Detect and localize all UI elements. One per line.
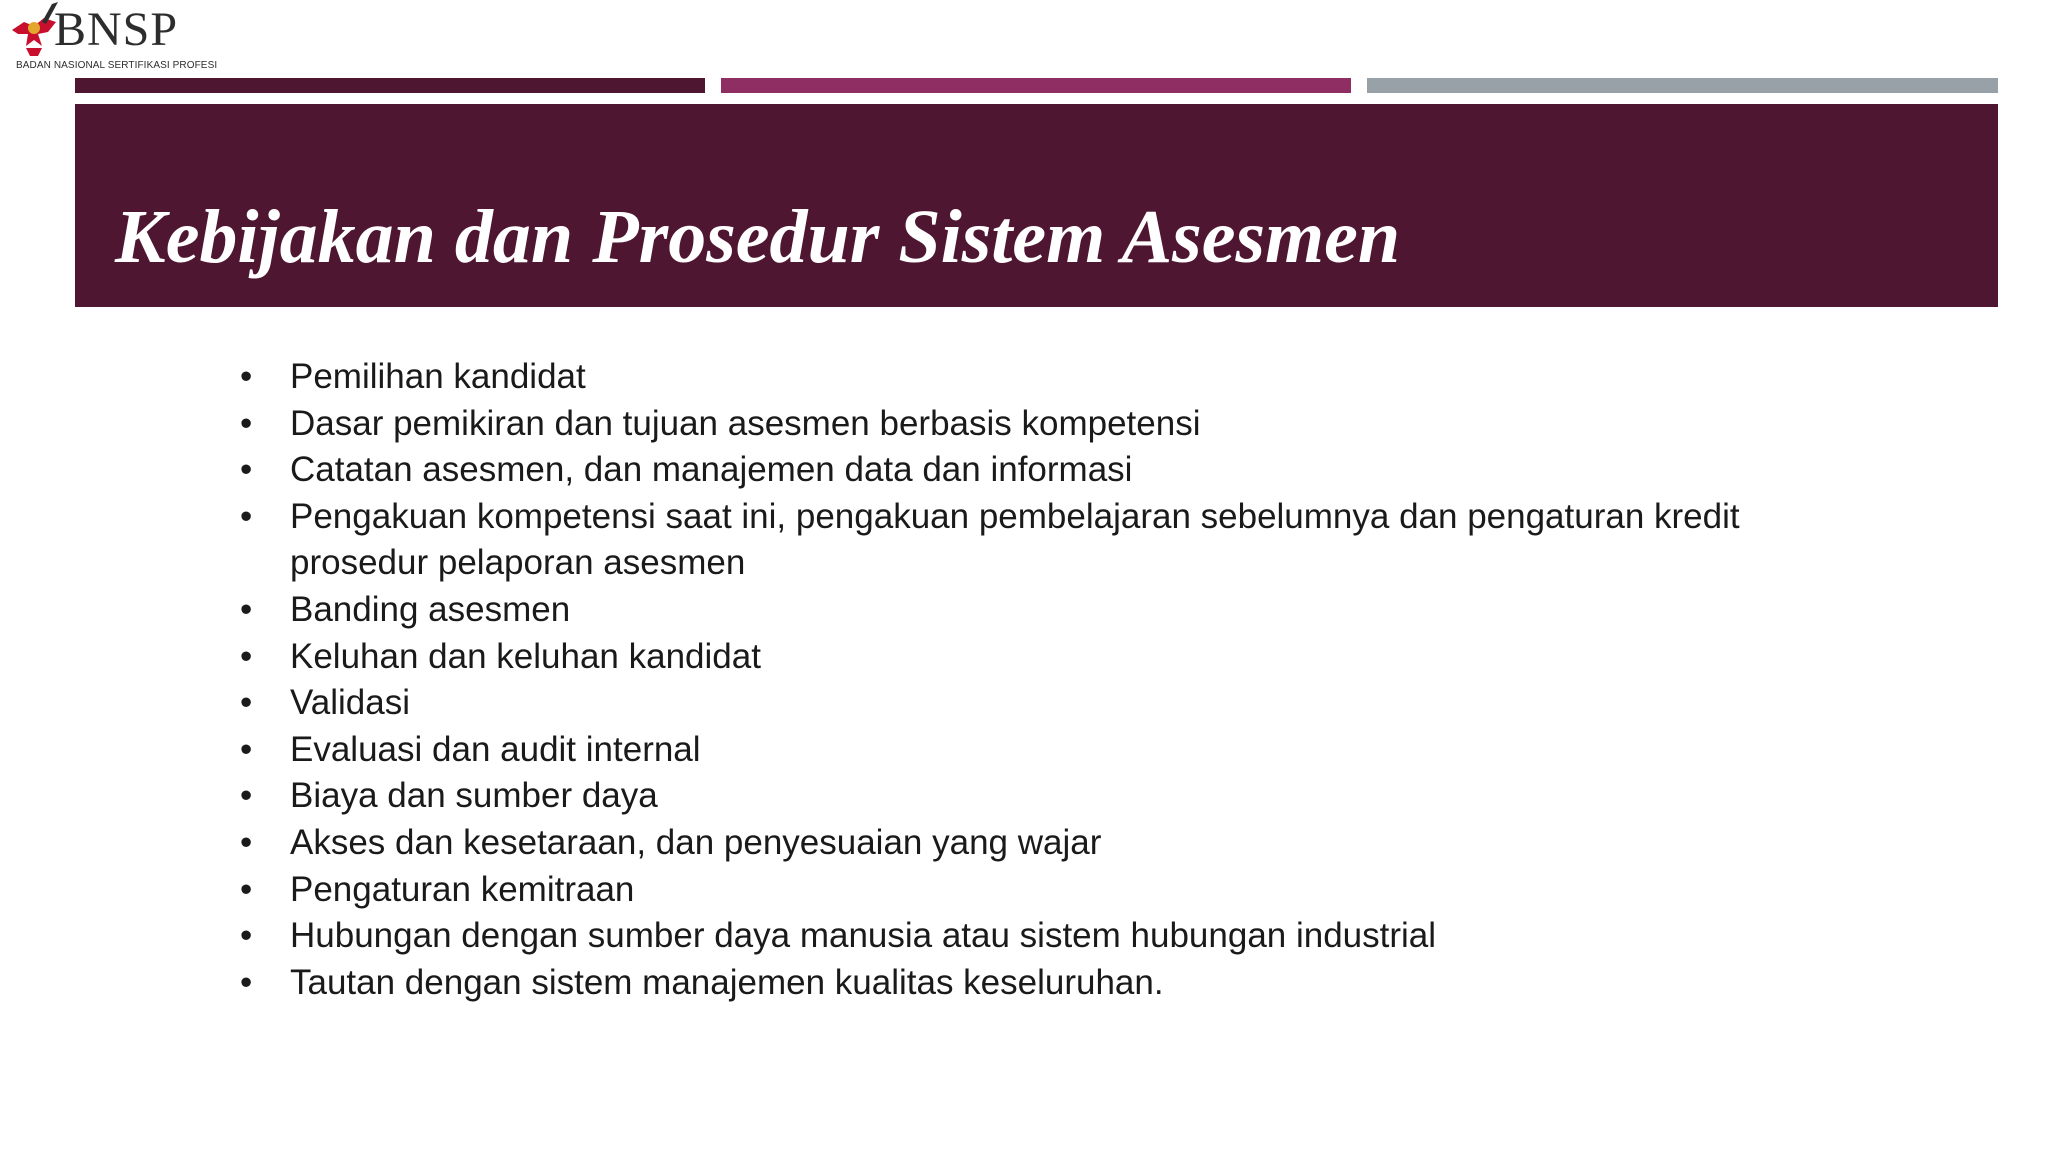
bullet-dot-icon: • <box>240 450 253 490</box>
bullet-dot-icon: • <box>240 916 253 956</box>
garuda-emblem-icon <box>8 0 60 58</box>
bullet-dot-icon: • <box>240 589 253 629</box>
bullet-dot-icon: • <box>240 636 253 676</box>
bullet-dot-icon: • <box>240 822 253 862</box>
bullet-dot-icon: • <box>240 962 253 1002</box>
bullet-dot-icon: • <box>240 357 253 396</box>
bullet-dot-icon: • <box>240 776 253 816</box>
bullet-item <box>240 587 1880 634</box>
logo-wordmark: BNSP <box>54 3 179 56</box>
bullet-dot-icon: • <box>240 869 253 909</box>
bullet-item <box>240 960 1880 1007</box>
bullet-item <box>240 727 1880 774</box>
bullet-item <box>240 354 1880 401</box>
bullet-item <box>240 867 1880 914</box>
bullet-text: Validasi <box>290 683 410 723</box>
bullet-text: Dasar pemikiran dan tujuan asesmen berbasis kompetensi <box>290 403 1201 443</box>
bullet-list <box>240 354 1880 1006</box>
bullet-dot-icon: • <box>240 683 253 723</box>
bullet-text: Pengaturan kemitraan <box>290 869 635 909</box>
header-stripe-dark <box>75 78 705 93</box>
bullet-item <box>240 820 1880 867</box>
bullet-item <box>240 494 1880 587</box>
bullet-item <box>240 913 1880 960</box>
bnsp-logo <box>8 0 218 76</box>
bullet-dot-icon: • <box>240 729 253 769</box>
bullet-text: Tautan dengan sistem manajemen kualitas keseluruhan. <box>290 962 1164 1002</box>
bullet-text: Pengakuan kompetensi saat ini, pengakuan pembelajaran sebelumnya dan pengaturan kredit prosedur pelaporan asesmen <box>290 496 1740 583</box>
bullet-item <box>240 634 1880 681</box>
bullet-text: Pemilihan kandidat <box>290 357 586 396</box>
title-band <box>75 104 1998 307</box>
logo-subtitle: BADAN NASIONAL SERTIFIKASI PROFESI <box>16 60 218 71</box>
bullet-item <box>240 773 1880 820</box>
bullet-text: Hubungan dengan sumber daya manusia atau sistem hubungan industrial <box>290 916 1437 956</box>
slide-title: Kebijakan dan Prosedur Sistem Asesmen <box>115 195 1401 279</box>
bullet-item <box>240 680 1880 727</box>
bullet-text: Keluhan dan keluhan kandidat <box>290 636 761 676</box>
bullet-text: Banding asesmen <box>290 589 571 629</box>
bullet-dot-icon: • <box>240 496 253 536</box>
bullet-text: Catatan asesmen, dan manajemen data dan informasi <box>290 450 1133 490</box>
bullet-item <box>240 447 1880 494</box>
bullet-text: Akses dan kesetaraan, dan penyesuaian yang wajar <box>290 822 1102 862</box>
bullet-dot-icon: • <box>240 403 253 443</box>
bullet-text: Evaluasi dan audit internal <box>290 729 701 769</box>
header-stripe-gray <box>1367 78 1998 93</box>
bullet-item <box>240 401 1880 448</box>
bullet-text: Biaya dan sumber daya <box>290 776 658 816</box>
header-stripe-magenta <box>721 78 1351 93</box>
